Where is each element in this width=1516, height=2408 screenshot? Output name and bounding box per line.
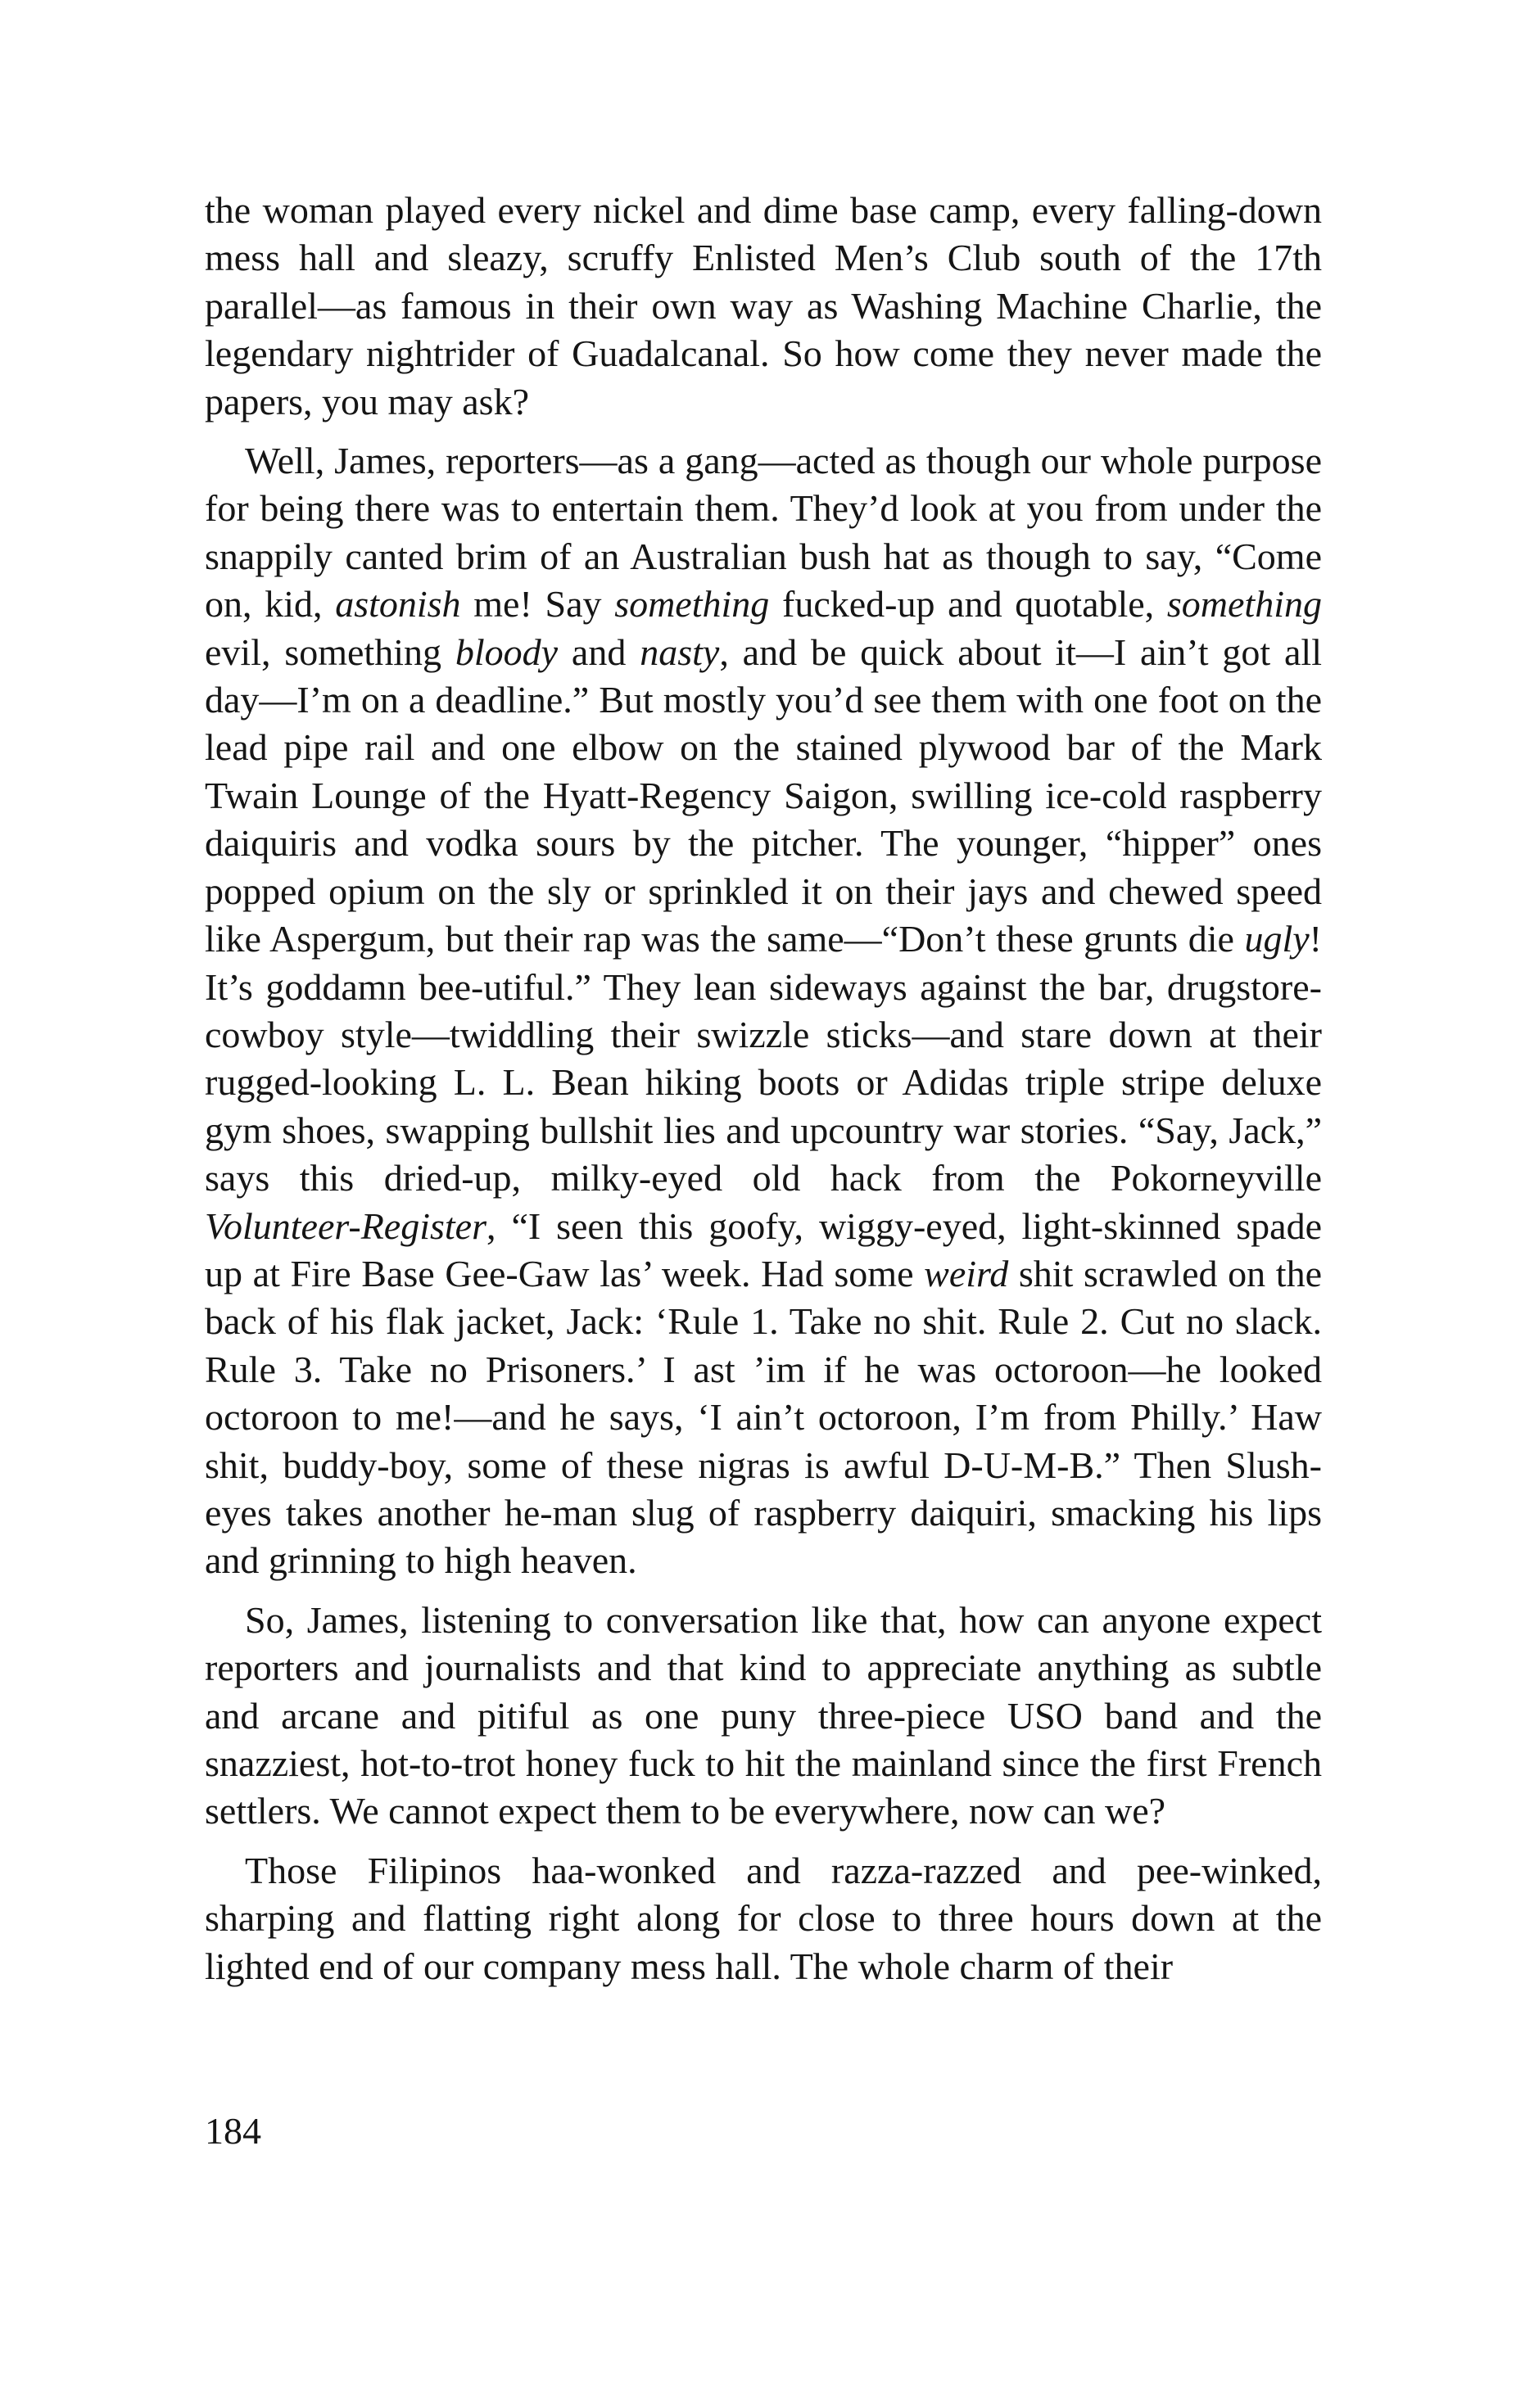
text-run: and	[558, 630, 640, 673]
body-text	[205, 187, 1322, 2002]
italic-text-run: something	[614, 583, 770, 626]
text-run: evil, something	[205, 630, 455, 673]
italic-text-run: Volunteer-Register	[205, 1204, 486, 1247]
text-run: , and be quick about it—I ain’t got all day—I’m on a deadline.” But mostly you’d see them with one foot on the lead pipe rail and one elbow on the stained plywood bar of the Mark Twain Lounge of the Hyatt-Regency Saigon, swilling ice-cold raspberry daiquiris and vodka sours by the pitcher. The younger, “hipper” ones popped opium on the sly or sprinkled it on their jays and chewed speed like Aspergum, but their rap was the same—“Don’t these grunts die	[205, 630, 1322, 960]
page-number: 184	[205, 2110, 261, 2152]
text-run: fucked-up and quotable,	[769, 583, 1167, 626]
italic-text-run: ugly	[1244, 918, 1310, 960]
italic-text-run: something	[1166, 583, 1322, 626]
text-run: the woman played every nickel and dime base camp, every falling-down mess hall and sleazy, scruffy Enlisted Men’s Club south of the 17th parallel—as famous in their own way as Washing Machine Charlie, the legendary nightrider of Guadalcanal. So how come they never made the papers, you may ask?	[205, 189, 1322, 422]
italic-text-run: nasty	[640, 630, 720, 673]
paragraph-3	[205, 1597, 1322, 1836]
italic-text-run: bloody	[455, 630, 559, 673]
paragraph-2	[205, 437, 1322, 1585]
text-run: Well, James, reporters—as a gang—acted as though our whole purpose for being there was to entertain them. They’d look at you from under the snappily canted brim of an Australian bush hat as though to say, “Come on, kid,	[205, 440, 1322, 626]
italic-text-run: weird	[924, 1252, 1009, 1294]
italic-text-run: astonish	[335, 583, 461, 626]
text-run: So, James, listening to conversation like that, how can anyone expect reporters and journalists and that kind to appreciate anything as subtle and arcane and pitiful as one puny three-piece USO band and the snazziest, hot-to-trot honey fuck to hit the mainland since the first French settlers. We cannot expect them to be everywhere, now can we?	[205, 1598, 1322, 1832]
text-run: ! It’s goddamn bee-utiful.” They lean sideways against the bar, drugstore-cowboy style—twiddling their swizzle sticks—and stare down at their rugged-looking L. L. Bean hiking boots or Adidas triple stripe deluxe gym shoes, swapping bullshit lies and upcountry war stories. “Say, Jack,” says this dried-up, milky-eyed old hack from the Pokorneyville	[205, 918, 1322, 1199]
text-run: , “I seen this goofy, wiggy-eyed, light-skinned spade up at Fire Base Gee-Gaw las’ week. Had some	[205, 1204, 1322, 1294]
text-run: shit scrawled on the back of his flak jacket, Jack: ‘Rule 1. Take no shit. Rule 2. Cut no slack. Rule 3. Take no Prisoners.’ I ast ’im if he was octoroon—he looked octoroon to me!—and he says, ‘I ain’t octoroon, I’m from Philly.’ Haw shit, buddy-boy, some of these nigras is awful D-U-M-B.” Then Slush-eyes takes another he-man slug of raspberry daiquiri, smacking his lips and grinning to high heaven.	[205, 1252, 1322, 1582]
paragraph-4	[205, 1847, 1322, 1990]
paragraph-1	[205, 187, 1322, 426]
text-run: Those Filipinos haa-wonked and razza-razzed and pee-winked, sharping and flatting right along for close to three hours down at the lighted end of our company mess hall. The whole charm of their	[205, 1849, 1322, 1987]
text-run: me! Say	[460, 583, 615, 626]
